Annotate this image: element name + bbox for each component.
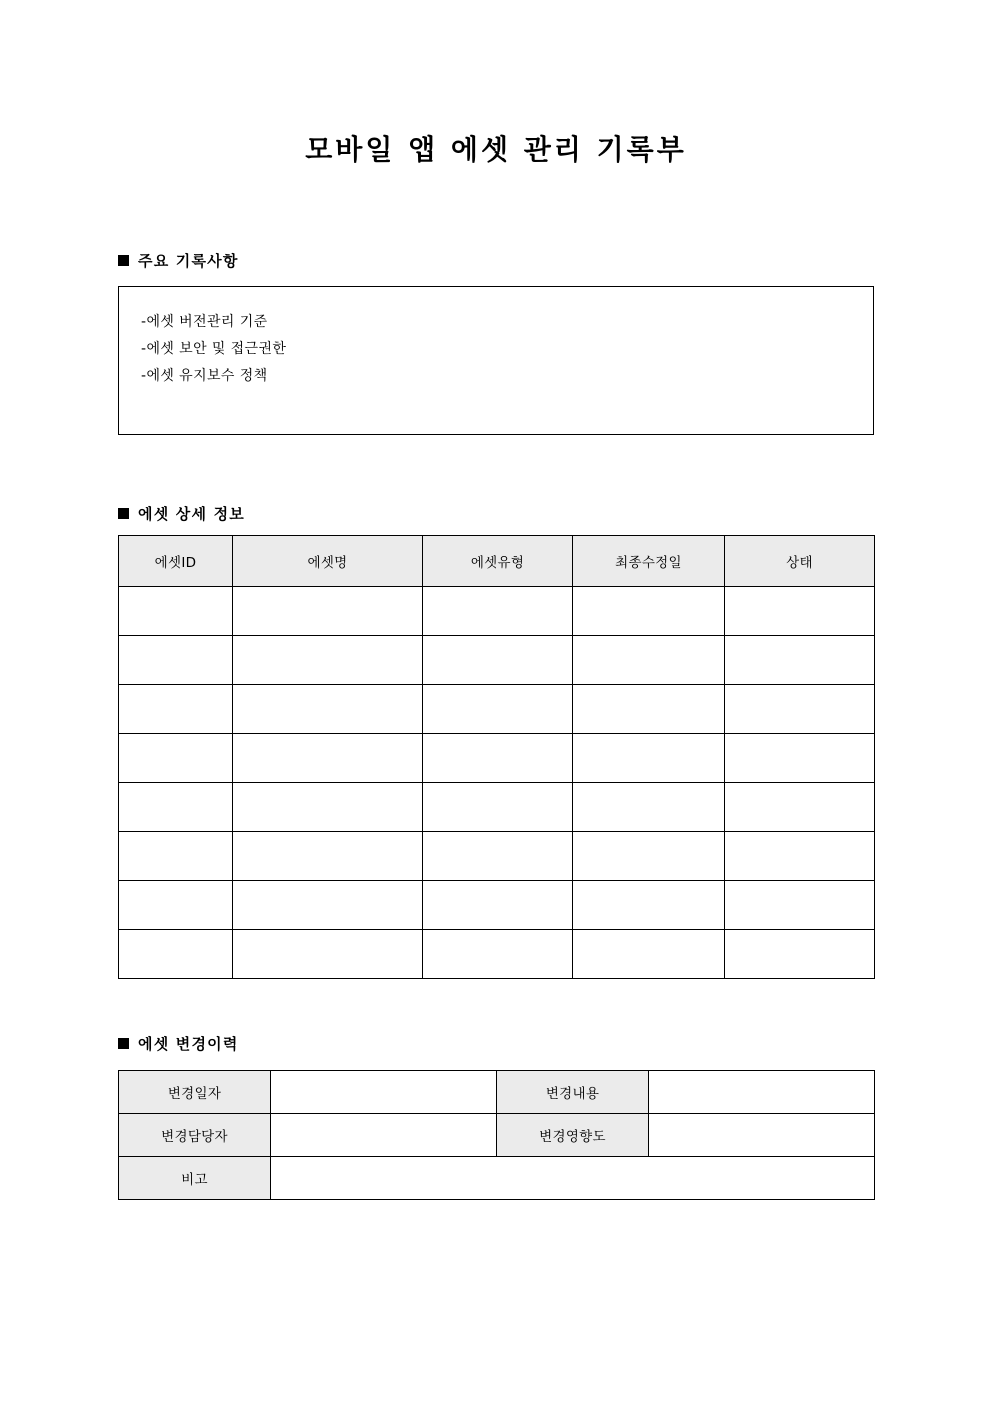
column-header-asset-name: 에셋명 — [233, 536, 423, 587]
table-row — [119, 783, 875, 832]
table-row — [119, 832, 875, 881]
cell-asset-id[interactable] — [119, 881, 233, 930]
value-remarks[interactable] — [271, 1157, 875, 1200]
cell-status[interactable] — [725, 734, 875, 783]
asset-detail-table — [118, 535, 875, 979]
table-row — [119, 685, 875, 734]
cell-last-modified[interactable] — [573, 783, 725, 832]
cell-asset-name[interactable] — [233, 734, 423, 783]
value-change-content[interactable] — [649, 1071, 875, 1114]
page-title: 모바일 앱 에셋 관리 기록부 — [305, 133, 687, 166]
label-change-owner: 변경담당자 — [119, 1114, 271, 1157]
cell-asset-type[interactable] — [423, 734, 573, 783]
cell-status[interactable] — [725, 832, 875, 881]
table-row — [119, 734, 875, 783]
cell-asset-name[interactable] — [233, 636, 423, 685]
table-row — [119, 1114, 875, 1157]
table-row — [119, 636, 875, 685]
note-line: -에셋 보안 및 접근권한 — [141, 341, 287, 357]
filled-square-bullet-icon — [118, 1038, 129, 1049]
section-heading-asset-detail — [118, 503, 245, 524]
value-change-owner[interactable] — [271, 1114, 497, 1157]
section-heading-label: 에셋 상세 정보 — [138, 505, 245, 523]
cell-asset-type[interactable] — [423, 930, 573, 979]
table-row — [119, 1157, 875, 1200]
cell-asset-name[interactable] — [233, 881, 423, 930]
cell-asset-id[interactable] — [119, 832, 233, 881]
cell-asset-id[interactable] — [119, 930, 233, 979]
cell-status[interactable] — [725, 881, 875, 930]
cell-status[interactable] — [725, 636, 875, 685]
filled-square-bullet-icon — [118, 255, 129, 266]
main-notes-box — [118, 286, 874, 435]
label-change-impact: 변경영향도 — [497, 1114, 649, 1157]
cell-asset-id[interactable] — [119, 783, 233, 832]
cell-asset-name[interactable] — [233, 587, 423, 636]
table-row — [119, 1071, 875, 1114]
note-line: -에셋 버전관리 기준 — [141, 314, 268, 330]
section-heading-main-notes — [118, 250, 239, 271]
table-row — [119, 587, 875, 636]
cell-asset-id[interactable] — [119, 734, 233, 783]
cell-last-modified[interactable] — [573, 587, 725, 636]
cell-asset-type[interactable] — [423, 636, 573, 685]
cell-asset-type[interactable] — [423, 587, 573, 636]
cell-last-modified[interactable] — [573, 685, 725, 734]
column-header-last-modified: 최종수정일 — [573, 536, 725, 587]
cell-last-modified[interactable] — [573, 832, 725, 881]
filled-square-bullet-icon — [118, 508, 129, 519]
cell-status[interactable] — [725, 930, 875, 979]
cell-asset-name[interactable] — [233, 685, 423, 734]
section-heading-label: 주요 기록사항 — [138, 252, 239, 270]
label-remarks: 비고 — [119, 1157, 271, 1200]
label-change-content: 변경내용 — [497, 1071, 649, 1114]
label-change-date: 변경일자 — [119, 1071, 271, 1114]
cell-status[interactable] — [725, 587, 875, 636]
cell-asset-id[interactable] — [119, 685, 233, 734]
cell-last-modified[interactable] — [573, 636, 725, 685]
cell-asset-id[interactable] — [119, 587, 233, 636]
cell-asset-name[interactable] — [233, 930, 423, 979]
cell-last-modified[interactable] — [573, 881, 725, 930]
note-line: -에셋 유지보수 정책 — [141, 368, 268, 384]
cell-asset-type[interactable] — [423, 685, 573, 734]
cell-asset-name[interactable] — [233, 832, 423, 881]
table-row — [119, 930, 875, 979]
section-heading-change-history — [118, 1033, 239, 1054]
column-header-asset-id: 에셋ID — [119, 536, 233, 587]
cell-asset-type[interactable] — [423, 881, 573, 930]
cell-status[interactable] — [725, 783, 875, 832]
cell-asset-type[interactable] — [423, 832, 573, 881]
value-change-impact[interactable] — [649, 1114, 875, 1157]
cell-asset-type[interactable] — [423, 783, 573, 832]
column-header-asset-type: 에셋유형 — [423, 536, 573, 587]
section-heading-label: 에셋 변경이력 — [138, 1035, 239, 1053]
value-change-date[interactable] — [271, 1071, 497, 1114]
table-header-row — [119, 536, 875, 587]
cell-asset-name[interactable] — [233, 783, 423, 832]
cell-last-modified[interactable] — [573, 734, 725, 783]
cell-asset-id[interactable] — [119, 636, 233, 685]
column-header-status: 상태 — [725, 536, 875, 587]
table-row — [119, 881, 875, 930]
cell-last-modified[interactable] — [573, 930, 725, 979]
change-history-table — [118, 1070, 875, 1200]
cell-status[interactable] — [725, 685, 875, 734]
